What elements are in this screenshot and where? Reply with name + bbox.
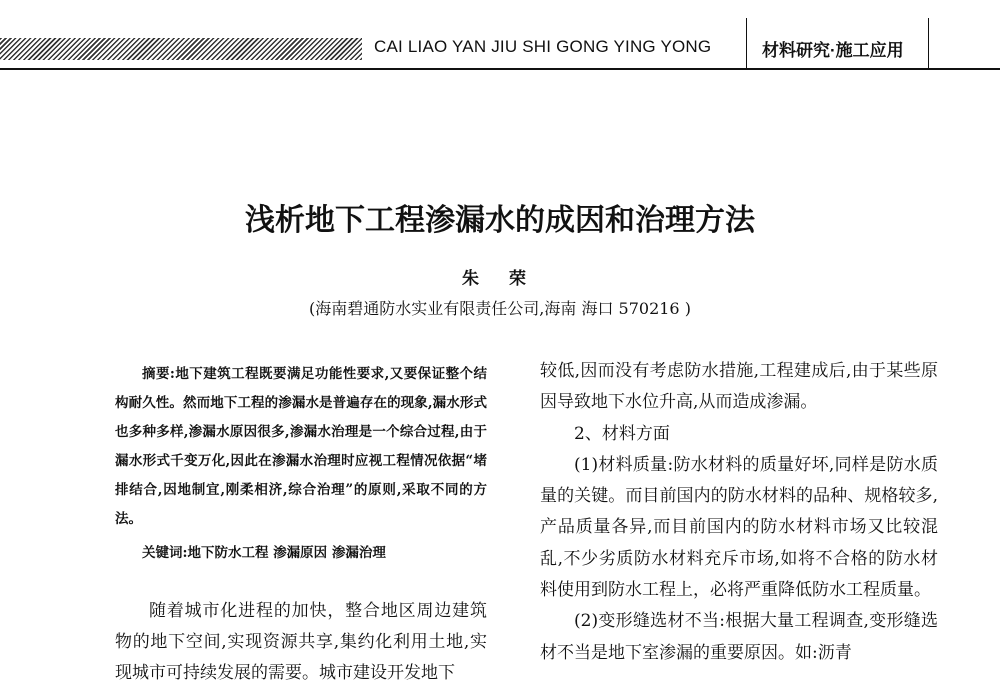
header-divider <box>746 18 747 68</box>
paragraph: (1)材料质量:防水材料的质量好坏,同样是防水质量的关键。而目前国内的防水材料的品种、规格较多,产品质量各异,而目前国内的防水材料市场又比较混乱,不少劣质防水材料充斥市场,如将不合格的防水材料使用到防水工程上，必将严重降低防水工程质量。 <box>540 454 938 601</box>
keywords: 关键词:地下防水工程 渗漏原因 渗漏治理 <box>142 545 386 561</box>
header-divider-right <box>928 18 929 68</box>
article-title: 浅析地下工程渗漏水的成因和治理方法 <box>245 203 755 238</box>
abstract-text: 摘要:地下建筑工程既要满足功能性要求,又要保证整个结构耐久性。然而地下工程的渗漏水是普遍存在的现象,漏水形式也多种多样,渗漏水原因很多,渗漏水治理是一个综合过程,由于漏水形式千变万化,因此在渗漏水治理时应视工程情况依据“堵排结合,因地制宜,刚柔相济,综合治理”的原则,采取不同的方法。 <box>115 366 487 527</box>
right-column <box>540 356 938 669</box>
header-rule <box>0 68 1000 70</box>
affiliation: (海南碧通防水实业有限责任公司,海南 海口 570216 ) <box>309 299 691 318</box>
abstract <box>115 360 487 534</box>
author: 朱 荣 <box>462 269 538 289</box>
header-stripe-decoration <box>0 38 362 60</box>
intro-paragraph: 随着城市化进程的加快，整合地区周边建筑物的地下空间,实现资源共享,集约化利用土地,实现城市可持续发展的需要。城市建设开发地下 <box>115 601 487 683</box>
section-name: 材料研究·施工应用 <box>762 41 904 60</box>
section-heading: 2、材料方面 <box>574 423 670 444</box>
paragraph: 较低,因而没有考虑防水措施,工程建成后,由于某些原因导致地下水位升高,从而造成渗漏。 <box>540 361 938 413</box>
journal-name-pinyin: CAI LIAO YAN JIU SHI GONG YING YONG <box>374 37 712 56</box>
paragraph: (2)变形缝选材不当:根据大量工程调查,变形缝选材不当是地下室渗漏的重要原因。如:沥青 <box>540 611 938 663</box>
